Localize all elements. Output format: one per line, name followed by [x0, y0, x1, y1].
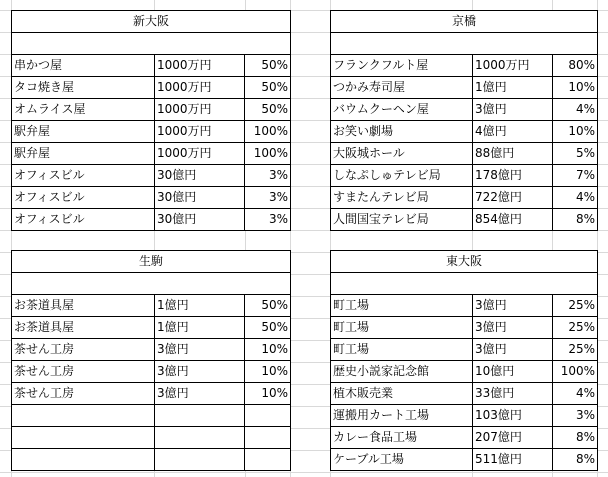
- amount-cell[interactable]: 722億円: [473, 187, 553, 209]
- amount-cell[interactable]: 511億円: [473, 449, 553, 471]
- table-shin-osaka: [11, 10, 291, 231]
- name-cell[interactable]: 茶せん工房: [12, 361, 155, 383]
- name-cell[interactable]: すまたんテレビ局: [331, 187, 473, 209]
- amount-cell[interactable]: 1億円: [155, 317, 245, 339]
- name-cell[interactable]: 運搬用カート工場: [331, 405, 473, 427]
- amount-cell[interactable]: 1000万円: [155, 121, 245, 143]
- amount-cell[interactable]: 1000万円: [473, 55, 553, 77]
- name-cell[interactable]: 駅弁屋: [12, 121, 155, 143]
- percent-cell[interactable]: 10%: [245, 339, 291, 361]
- table-row: [331, 187, 598, 209]
- percent-cell[interactable]: 100%: [553, 361, 598, 383]
- percent-cell[interactable]: 5%: [553, 143, 598, 165]
- table-higashi-osaka: [330, 250, 598, 471]
- percent-cell[interactable]: [245, 405, 291, 427]
- table-kyobashi: [330, 10, 598, 231]
- percent-cell[interactable]: 25%: [553, 317, 598, 339]
- table-row: [331, 383, 598, 405]
- amount-cell[interactable]: 854億円: [473, 209, 553, 231]
- percent-cell[interactable]: 8%: [553, 449, 598, 471]
- table-title[interactable]: 東大阪: [331, 251, 598, 273]
- name-cell[interactable]: カレー食品工場: [331, 427, 473, 449]
- table-row: [331, 209, 598, 231]
- percent-cell[interactable]: 8%: [553, 427, 598, 449]
- name-cell[interactable]: 串かつ屋: [12, 55, 155, 77]
- table-title[interactable]: 京橋: [331, 11, 598, 33]
- name-cell[interactable]: 植木販売業: [331, 383, 473, 405]
- blank-cell[interactable]: [12, 33, 291, 55]
- percent-cell[interactable]: [245, 449, 291, 471]
- blank-cell[interactable]: [331, 33, 598, 55]
- name-cell[interactable]: タコ焼き屋: [12, 77, 155, 99]
- table-row: [331, 121, 598, 143]
- percent-cell[interactable]: 10%: [245, 361, 291, 383]
- table-row: [331, 77, 598, 99]
- table-row: [12, 165, 291, 187]
- blank-cell[interactable]: [12, 273, 291, 295]
- percent-cell[interactable]: 100%: [245, 143, 291, 165]
- percent-cell[interactable]: 7%: [553, 165, 598, 187]
- amount-cell[interactable]: 3億円: [473, 339, 553, 361]
- table-body: [12, 55, 291, 231]
- name-cell[interactable]: 茶せん工房: [12, 383, 155, 405]
- name-cell[interactable]: フランクフルト屋: [331, 55, 473, 77]
- table-title-row: [12, 251, 291, 273]
- amount-cell[interactable]: 1000万円: [155, 143, 245, 165]
- amount-cell[interactable]: 30億円: [155, 187, 245, 209]
- name-cell[interactable]: 町工場: [331, 295, 473, 317]
- amount-cell[interactable]: 1億円: [473, 77, 553, 99]
- percent-cell[interactable]: 3%: [245, 209, 291, 231]
- percent-cell[interactable]: 8%: [553, 209, 598, 231]
- table-row: [331, 361, 598, 383]
- table-title-row: [331, 11, 598, 33]
- name-cell[interactable]: お茶道具屋: [12, 317, 155, 339]
- name-cell[interactable]: 大阪城ホール: [331, 143, 473, 165]
- amount-cell[interactable]: 1000万円: [155, 77, 245, 99]
- table-row: [12, 187, 291, 209]
- table-row: [331, 317, 598, 339]
- name-cell[interactable]: [12, 427, 155, 449]
- table-row: [12, 449, 291, 471]
- percent-cell[interactable]: 4%: [553, 99, 598, 121]
- table-row: [12, 209, 291, 231]
- percent-cell[interactable]: 50%: [245, 317, 291, 339]
- name-cell[interactable]: 人間国宝テレビ局: [331, 209, 473, 231]
- amount-cell[interactable]: 10億円: [473, 361, 553, 383]
- name-cell[interactable]: つかみ寿司屋: [331, 77, 473, 99]
- table-ikoma: [11, 250, 291, 471]
- amount-cell[interactable]: 30億円: [155, 165, 245, 187]
- table-row: [12, 361, 291, 383]
- table-blank-row: [331, 33, 598, 55]
- table-body: [331, 55, 598, 231]
- amount-cell[interactable]: [155, 427, 245, 449]
- table-row: [12, 121, 291, 143]
- table-blank-row: [12, 33, 291, 55]
- name-cell[interactable]: 町工場: [331, 339, 473, 361]
- table-blank-row: [12, 273, 291, 295]
- table-row: [12, 383, 291, 405]
- percent-cell[interactable]: 3%: [245, 165, 291, 187]
- table-row: [331, 449, 598, 471]
- table-title[interactable]: 新大阪: [12, 11, 291, 33]
- amount-cell[interactable]: 207億円: [473, 427, 553, 449]
- percent-cell[interactable]: 4%: [553, 383, 598, 405]
- name-cell[interactable]: ケーブル工場: [331, 449, 473, 471]
- name-cell[interactable]: しなぷしゅテレビ局: [331, 165, 473, 187]
- percent-cell[interactable]: [245, 427, 291, 449]
- table-row: [12, 77, 291, 99]
- amount-cell[interactable]: 1000万円: [155, 55, 245, 77]
- percent-cell[interactable]: 25%: [553, 295, 598, 317]
- percent-cell[interactable]: 10%: [553, 77, 598, 99]
- name-cell[interactable]: 町工場: [331, 317, 473, 339]
- table-title-row: [331, 251, 598, 273]
- table-row: [12, 405, 291, 427]
- name-cell[interactable]: お茶道具屋: [12, 295, 155, 317]
- percent-cell[interactable]: 10%: [245, 383, 291, 405]
- name-cell[interactable]: オムライス屋: [12, 99, 155, 121]
- amount-cell[interactable]: [155, 449, 245, 471]
- amount-cell[interactable]: 103億円: [473, 405, 553, 427]
- name-cell[interactable]: オフィスビル: [12, 209, 155, 231]
- percent-cell[interactable]: 50%: [245, 77, 291, 99]
- table-row: [12, 295, 291, 317]
- table-body: [12, 295, 291, 471]
- percent-cell[interactable]: 50%: [245, 99, 291, 121]
- table-row: [12, 317, 291, 339]
- table-title-row: [12, 11, 291, 33]
- amount-cell[interactable]: 1000万円: [155, 99, 245, 121]
- percent-cell[interactable]: 3%: [553, 405, 598, 427]
- percent-cell[interactable]: 25%: [553, 339, 598, 361]
- name-cell[interactable]: オフィスビル: [12, 187, 155, 209]
- amount-cell[interactable]: 1億円: [155, 295, 245, 317]
- blank-cell[interactable]: [331, 273, 598, 295]
- name-cell[interactable]: [12, 405, 155, 427]
- percent-cell[interactable]: 100%: [245, 121, 291, 143]
- table-row: [331, 427, 598, 449]
- amount-cell[interactable]: 30億円: [155, 209, 245, 231]
- percent-cell[interactable]: 3%: [245, 187, 291, 209]
- gridline: [0, 472, 608, 473]
- amount-cell[interactable]: 3億円: [155, 339, 245, 361]
- amount-cell[interactable]: 4億円: [473, 121, 553, 143]
- table-row: [331, 99, 598, 121]
- name-cell[interactable]: 駅弁屋: [12, 143, 155, 165]
- name-cell[interactable]: [12, 449, 155, 471]
- amount-cell[interactable]: 33億円: [473, 383, 553, 405]
- table-row: [12, 427, 291, 449]
- table-row: [331, 165, 598, 187]
- percent-cell[interactable]: 80%: [553, 55, 598, 77]
- table-row: [331, 295, 598, 317]
- table-row: [12, 339, 291, 361]
- amount-cell[interactable]: 88億円: [473, 143, 553, 165]
- percent-cell[interactable]: 4%: [553, 187, 598, 209]
- amount-cell[interactable]: [155, 405, 245, 427]
- table-row: [12, 143, 291, 165]
- table-row: [331, 339, 598, 361]
- name-cell[interactable]: オフィスビル: [12, 165, 155, 187]
- amount-cell[interactable]: 3億円: [473, 317, 553, 339]
- percent-cell[interactable]: 50%: [245, 55, 291, 77]
- amount-cell[interactable]: 178億円: [473, 165, 553, 187]
- percent-cell[interactable]: 10%: [553, 121, 598, 143]
- percent-cell[interactable]: 50%: [245, 295, 291, 317]
- amount-cell[interactable]: 3億円: [473, 99, 553, 121]
- name-cell[interactable]: 歴史小説家記念館: [331, 361, 473, 383]
- table-title[interactable]: 生駒: [12, 251, 291, 273]
- table-row: [12, 99, 291, 121]
- name-cell[interactable]: バウムクーヘン屋: [331, 99, 473, 121]
- amount-cell[interactable]: 3億円: [155, 361, 245, 383]
- name-cell[interactable]: お笑い劇場: [331, 121, 473, 143]
- amount-cell[interactable]: 3億円: [473, 295, 553, 317]
- name-cell[interactable]: 茶せん工房: [12, 339, 155, 361]
- table-row: [331, 143, 598, 165]
- table-blank-row: [331, 273, 598, 295]
- amount-cell[interactable]: 3億円: [155, 383, 245, 405]
- table-row: [331, 55, 598, 77]
- table-row: [12, 55, 291, 77]
- table-row: [331, 405, 598, 427]
- table-body: [331, 295, 598, 471]
